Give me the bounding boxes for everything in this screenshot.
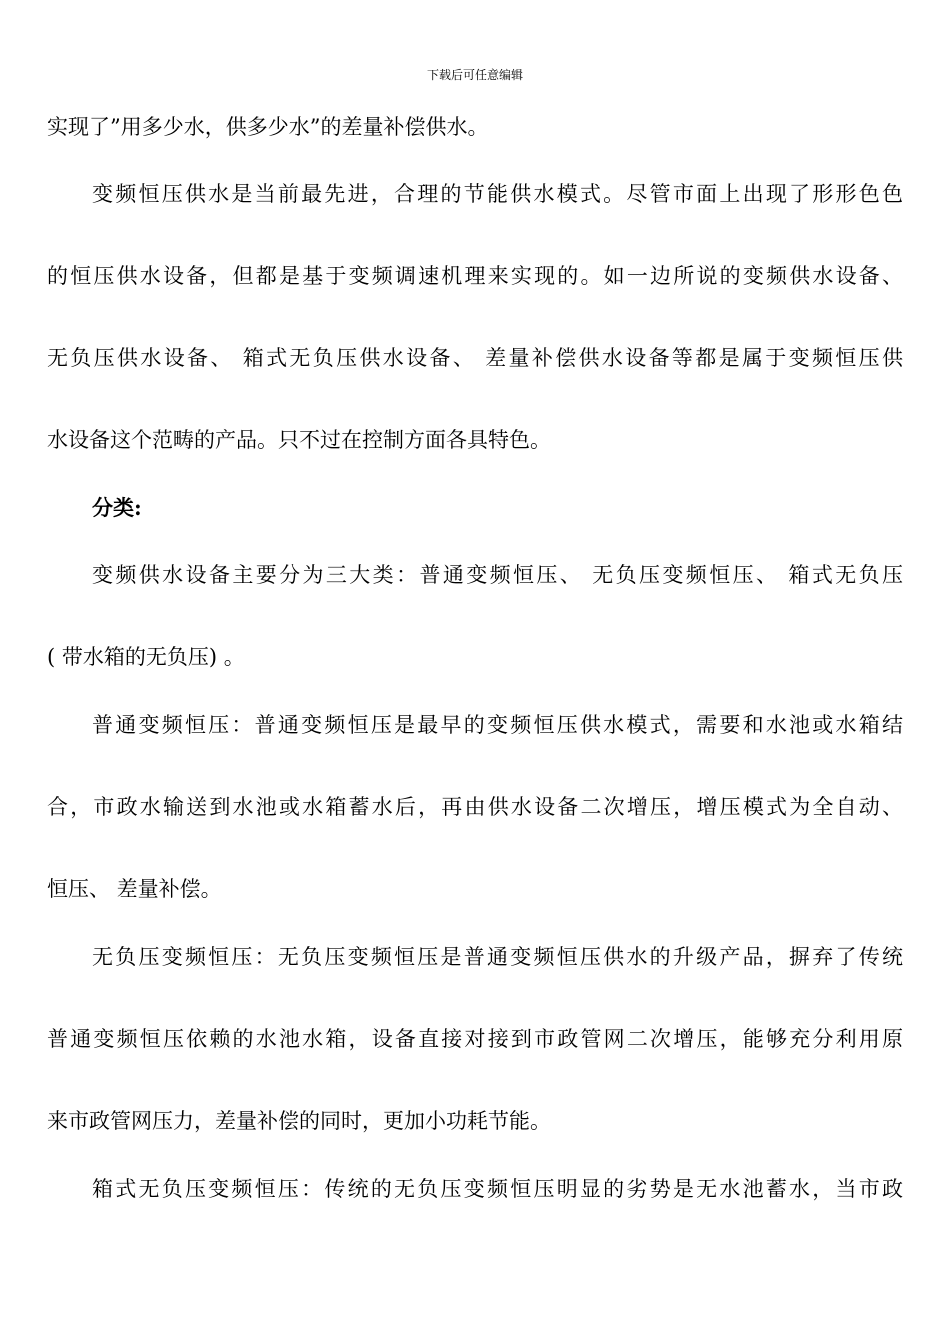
text-line: 普通变频恒压：普通变频恒压是最早的变频恒压供水模式，需要和水池或水箱结 xyxy=(92,713,903,737)
text-line: 变频恒压供水是当前最先进，合理的节能供水模式。尽管市面上出现了形形色色 xyxy=(92,182,903,206)
text-line: 合，市政水输送到水池或水箱蓄水后，再由供水设备二次增压，增压模式为全自动、 xyxy=(47,795,903,819)
text-line: ( 带水箱的无负压) 。 xyxy=(47,645,245,669)
text-line: 恒压、 差量补偿。 xyxy=(47,877,222,901)
text-line: 箱式无负压变频恒压：传统的无负压变频恒压明显的劣势是无水池蓄水，当市政 xyxy=(92,1177,903,1201)
text-line: 无负压变频恒压：无负压变频恒压是普通变频恒压供水的升级产品，摒弃了传统 xyxy=(92,945,903,969)
text-line: 的恒压供水设备，但都是基于变频调速机理来实现的。如一边所说的变频供水设备、 xyxy=(47,264,903,288)
text-line: 变频供水设备主要分为三大类：普通变频恒压、 无负压变频恒压、 箱式无负压 xyxy=(92,563,903,587)
text-line: 水设备这个范畴的产品。只不过在控制方面各具特色。 xyxy=(47,428,551,452)
text-line: 无负压供水设备、 箱式无负压供水设备、 差量补偿供水设备等都是属于变频恒压供 xyxy=(47,346,903,370)
page-header: 下载后可任意编辑 xyxy=(426,68,523,82)
text-line: 普通变频恒压依赖的水池水箱，设备直接对接到市政管网二次增压，能够充分利用原 xyxy=(47,1027,903,1051)
text-line: 实现了”用多少水，供多少水”的差量补偿供水。 xyxy=(47,115,489,139)
text-line: 来市政管网压力，差量补偿的同时，更加小功耗节能。 xyxy=(47,1109,551,1133)
section-heading: 分类: xyxy=(92,495,142,520)
